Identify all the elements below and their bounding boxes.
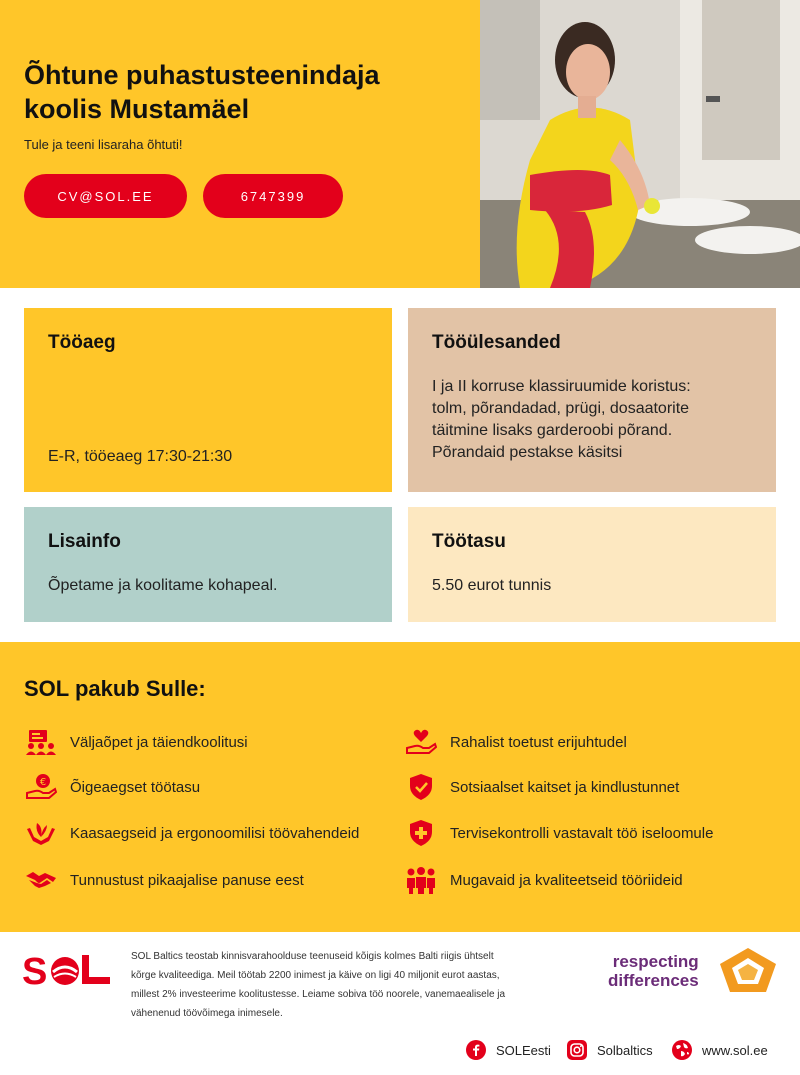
handshake-icon [24, 866, 58, 894]
work-time-title: Tööaeg [48, 332, 116, 353]
about-line: millest 2% investeerime koolitustesse. Leiame sobiva töö noorele, vanemaealisele ja [131, 989, 506, 1000]
benefit-item [24, 866, 304, 894]
benefits-section [0, 642, 800, 932]
svg-text:S: S [22, 951, 48, 988]
respect-line-1: respecting [612, 952, 699, 971]
hero-photo [480, 0, 800, 288]
duties-line-4: Põrandaid pestakse käsitsi [432, 444, 623, 461]
duties-text [432, 376, 691, 464]
extra-info-card [24, 507, 392, 622]
training-icon [24, 728, 58, 756]
page-title-line-2: koolis Mustamäel [24, 94, 250, 124]
hero-banner [0, 0, 800, 288]
plant-hands-icon [24, 819, 58, 847]
benefit-label: Rahalist toetust erijuhtudel [450, 733, 627, 751]
phone-button[interactable]: 6747399 [203, 174, 343, 218]
facebook-icon [466, 1040, 486, 1060]
benefit-label: Mugavaid ja kvaliteetseid tööriideid [450, 871, 683, 889]
shield-plus-icon [404, 819, 438, 847]
salary-text: 5.50 eurot tunnis [432, 577, 552, 594]
benefit-item [404, 819, 713, 847]
shield-check-icon [404, 773, 438, 801]
benefit-item [24, 773, 200, 801]
globe-icon [672, 1040, 692, 1060]
pentagon-icon [718, 946, 778, 994]
benefit-label: Kaasaegseid ja ergonoomilisi töövahendeid [70, 824, 360, 842]
duties-title: Tööülesanded [432, 332, 561, 353]
heart-hand-icon [404, 728, 438, 756]
respecting-differences-logo [608, 952, 699, 990]
benefit-label: Sotsiaalset kaitset ja kindlustunnet [450, 778, 680, 796]
instagram-link[interactable] [567, 1040, 653, 1060]
duties-line-2: tolm, põrandadad, prügi, dosaatorite [432, 400, 690, 417]
benefit-item [24, 728, 248, 756]
benefit-item [404, 866, 683, 894]
hero-subtitle: Tule ja teeni lisaraha õhtuti! [24, 137, 183, 152]
about-line: vähenenud töövõimega inimesele. [131, 1008, 283, 1019]
salary-title: Töötasu [432, 531, 506, 552]
duties-card [408, 308, 776, 492]
facebook-link[interactable] [466, 1040, 551, 1060]
benefit-item [404, 728, 627, 756]
extra-info-title: Lisainfo [48, 531, 121, 552]
benefit-label: Tunnustust pikaajalise panuse eest [70, 871, 304, 889]
duties-line-1: I ja II korruse klassiruumide koristus: [432, 378, 691, 395]
facebook-label: SOLEesti [496, 1042, 551, 1058]
benefit-label: Õigeaegset töötasu [70, 778, 201, 796]
people-icon [404, 866, 438, 894]
work-time-card [24, 308, 392, 492]
svg-text:€: € [39, 777, 47, 788]
money-hand-icon [24, 773, 58, 801]
respect-line-2: differences [608, 971, 699, 990]
page-title-line-1: Õhtune puhastusteenindaja [24, 60, 380, 90]
page-title [24, 58, 464, 126]
about-line: kõrge kvaliteediga. Meil töötab 2200 inimest ja käive on ligi 40 miljonit eurot aastas, [131, 970, 500, 981]
benefit-item [24, 819, 359, 847]
extra-info-text: Õpetame ja koolitame kohapeal. [48, 577, 278, 594]
benefit-item [404, 773, 679, 801]
duties-line-3: täitmine lisaks garderoobi põrand. [432, 422, 673, 439]
footer [0, 932, 800, 1075]
benefit-label: Väljaõpet ja täiendkoolitusi [70, 733, 248, 751]
email-button[interactable]: CV@SOL.EE [24, 174, 187, 218]
company-description [131, 947, 551, 1023]
instagram-icon [567, 1040, 587, 1060]
benefits-title: SOL pakub Sulle: [24, 676, 206, 701]
about-line: SOL Baltics teostab kinnisvarahoolduse teenuseid kõigis kolmes Balti riigis ühtselt [131, 951, 494, 962]
instagram-label: Solbaltics [597, 1042, 653, 1058]
benefit-label: Tervisekontrolli vastavalt töö iseloomule [450, 824, 714, 842]
work-time-text: E-R, tööeaeg 17:30-21:30 [48, 448, 233, 465]
website-link[interactable] [672, 1040, 768, 1060]
sol-logo [22, 950, 114, 988]
website-label: www.sol.ee [702, 1042, 768, 1058]
salary-card [408, 507, 776, 622]
